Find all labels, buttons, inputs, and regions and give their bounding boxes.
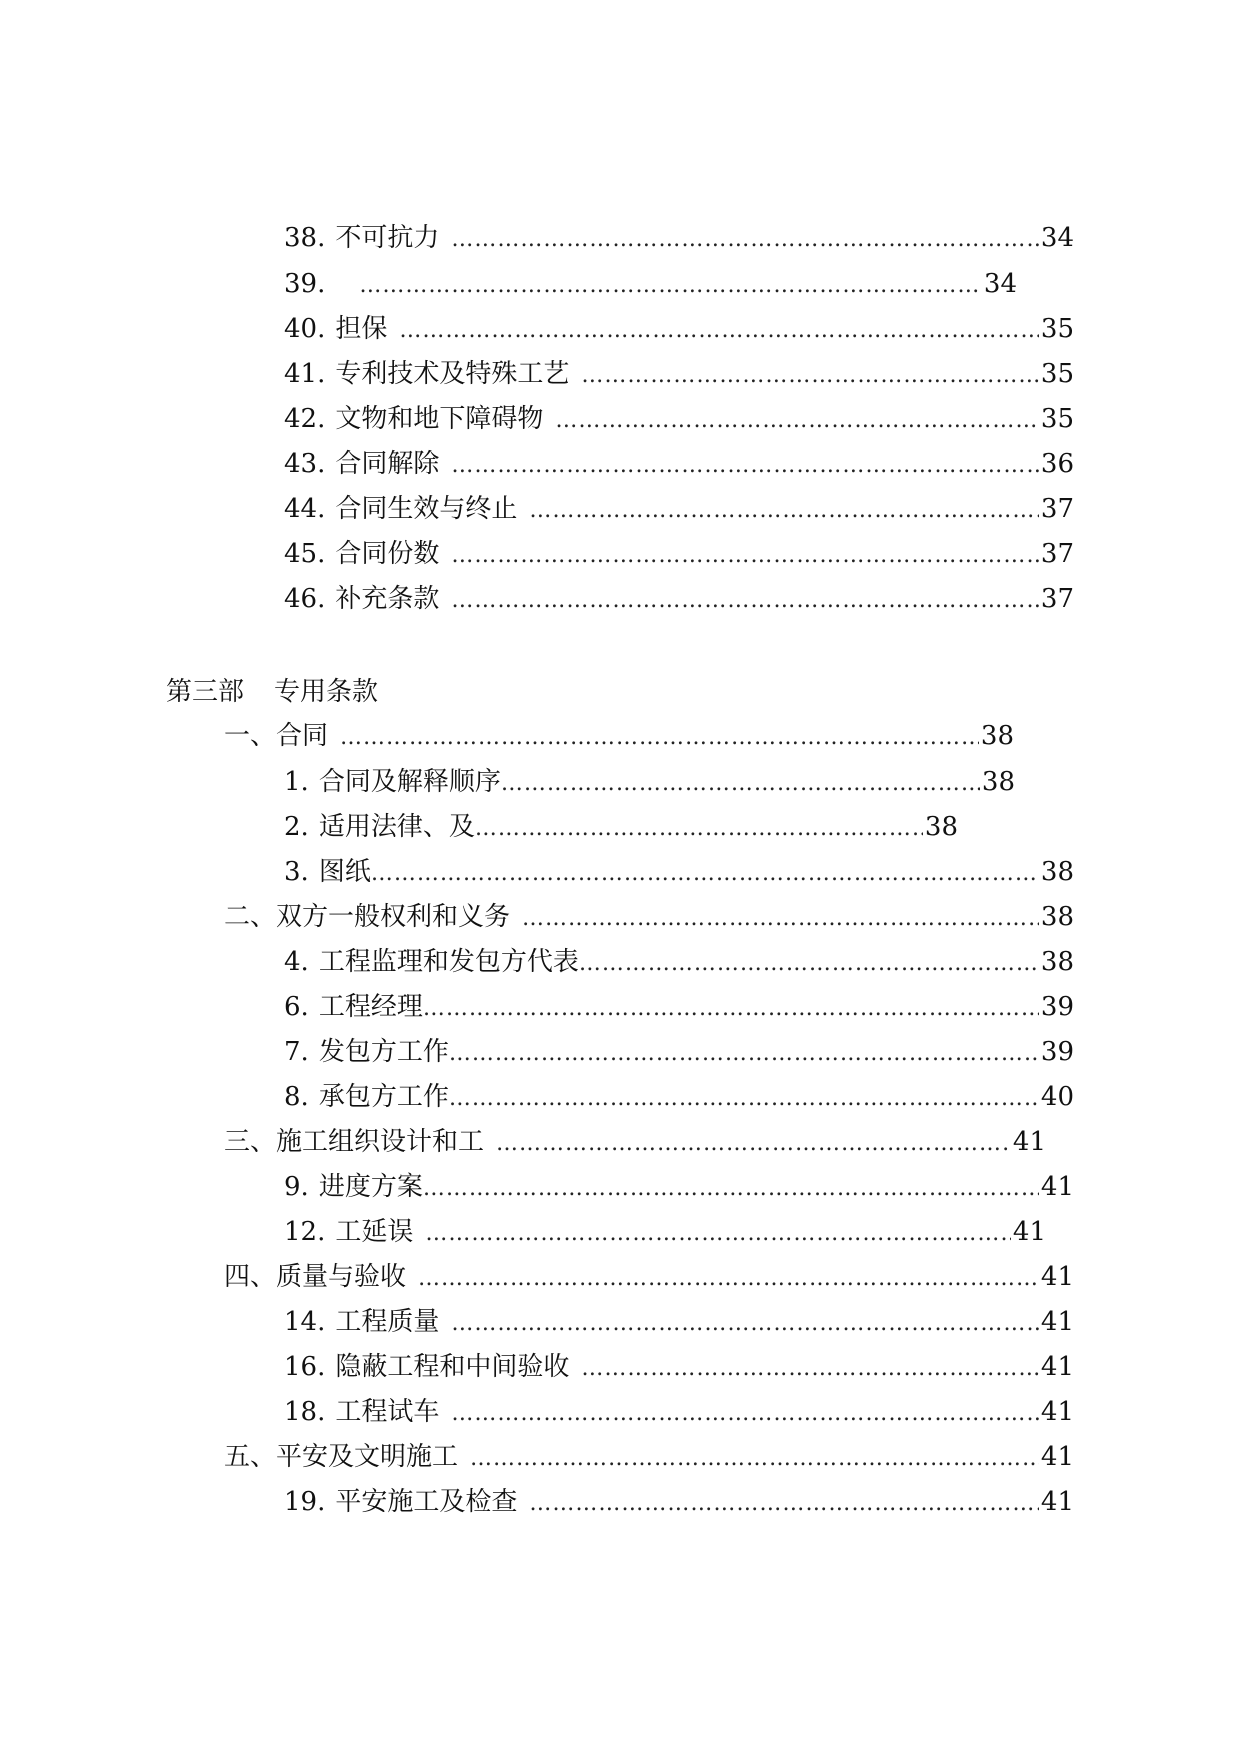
toc-entry-title: 平安施工及检查 (335, 1487, 518, 1517)
toc-entry-page: 38 (1040, 857, 1074, 887)
toc-section-five[interactable] (224, 1437, 1074, 1477)
toc-entry-number: 44. (284, 494, 326, 524)
toc-entry-page: 41 (1040, 1307, 1074, 1337)
toc-entry-number: 4. (284, 947, 309, 977)
toc-leader-dots (501, 764, 980, 804)
toc-leader-dots (449, 1079, 1039, 1119)
toc-entry-page: 41 (1012, 1217, 1046, 1247)
toc-entry-number: 6. (284, 992, 309, 1022)
toc-entry-number: 1. (284, 767, 309, 797)
toc-entry-number: 38. (284, 223, 326, 253)
toc-leader-dots (581, 356, 1039, 396)
toc-entry-page: 35 (1040, 404, 1074, 434)
toc-entry-12[interactable] (284, 1212, 1046, 1252)
toc-entry-page: 41 (1040, 1442, 1074, 1472)
toc-entry-page: 38 (981, 767, 1015, 797)
toc-entry-title: 合同解除 (335, 449, 440, 479)
toc-leader-dots (522, 899, 1039, 939)
toc-section-four[interactable] (224, 1257, 1074, 1297)
toc-entry-title: 图纸 (318, 857, 371, 887)
toc-entry-number: 8. (284, 1082, 309, 1112)
toc-entry-page: 39 (1040, 992, 1074, 1022)
toc-entry-44[interactable] (284, 489, 1074, 529)
toc-entry-page: 37 (1040, 584, 1074, 614)
toc-entry-page: 39 (1040, 1037, 1074, 1067)
toc-entry-14[interactable] (284, 1302, 1074, 1342)
toc-entry-43[interactable] (284, 444, 1074, 484)
toc-leader-dots (451, 1304, 1039, 1344)
toc-entry-number: 一、 (224, 721, 277, 751)
toc-entry-title: 合同及解释顺序 (318, 767, 501, 797)
toc-entry-title: 合同 (276, 721, 329, 751)
toc-leader-dots (470, 1439, 1039, 1479)
toc-entry-title: 合同份数 (335, 539, 440, 569)
toc-entry-number: 45. (284, 539, 326, 569)
toc-section-two[interactable] (224, 897, 1074, 937)
toc-entry-title: 补充条款 (335, 584, 440, 614)
toc-entry-title: 隐蔽工程和中间验收 (335, 1352, 570, 1382)
toc-entry-number: 16. (284, 1352, 326, 1382)
toc-leader-dots (451, 446, 1039, 486)
toc-leader-dots (340, 718, 979, 758)
toc-entry-1[interactable] (284, 762, 1015, 802)
part-three-heading (166, 672, 378, 712)
toc-entry-page: 38 (1040, 902, 1074, 932)
toc-entry-number: 9. (284, 1172, 309, 1202)
toc-entry-title: 施工组织设计和工 (276, 1127, 485, 1157)
toc-entry-title: 双方一般权利和义务 (276, 902, 511, 932)
toc-entry-page: 40 (1040, 1082, 1074, 1112)
toc-entry-page: 34 (1040, 223, 1074, 253)
toc-entry-number: 2. (284, 812, 309, 842)
toc-entry-page: 41 (1040, 1352, 1074, 1382)
toc-entry-title: 进度方案 (318, 1172, 423, 1202)
toc-entry-page: 41 (1040, 1487, 1074, 1517)
toc-leader-dots (579, 944, 1039, 984)
toc-entry-title: 文物和地下障碍物 (335, 404, 544, 434)
toc-entry-number: 三、 (224, 1127, 277, 1157)
toc-leader-dots (475, 809, 923, 849)
toc-entry-page: 35 (1040, 314, 1074, 344)
toc-entry-title: 合同生效与终止 (335, 494, 518, 524)
toc-leader-dots (496, 1124, 1011, 1164)
toc-entry-title: 适用法律、及 (318, 812, 475, 842)
toc-entry-46[interactable] (284, 579, 1074, 619)
toc-entry-number: 五、 (224, 1442, 277, 1472)
toc-entry-page: 41 (1040, 1262, 1074, 1292)
toc-entry-page: 36 (1040, 449, 1074, 479)
toc-leader-dots (423, 989, 1039, 1029)
toc-entry-number: 3. (284, 857, 309, 887)
toc-entry-16[interactable] (284, 1347, 1074, 1387)
toc-entry-38[interactable] (284, 218, 1074, 258)
toc-entry-title: 担保 (335, 314, 388, 344)
toc-entry-number: 39. (284, 269, 326, 299)
toc-entry-number: 46. (284, 584, 326, 614)
toc-entry-page: 35 (1040, 359, 1074, 389)
toc-leader-dots (359, 266, 982, 306)
toc-leader-dots (423, 1169, 1039, 1209)
toc-entry-number: 14. (284, 1307, 326, 1337)
toc-entry-title: 平安及文明施工 (276, 1442, 459, 1472)
toc-entry-page: 34 (983, 269, 1017, 299)
toc-entry-number: 43. (284, 449, 326, 479)
toc-entry-4[interactable] (284, 942, 1074, 982)
toc-leader-dots (399, 311, 1039, 351)
toc-entry-page: 38 (924, 812, 958, 842)
toc-leader-dots (418, 1259, 1039, 1299)
toc-leader-dots (449, 1034, 1039, 1074)
toc-entry-page: 38 (980, 721, 1014, 751)
toc-entry-39[interactable] (284, 264, 1017, 304)
toc-leader-dots (555, 401, 1039, 441)
toc-entry-42[interactable] (284, 399, 1074, 439)
toc-leader-dots (581, 1349, 1039, 1389)
toc-section-three[interactable] (224, 1122, 1046, 1162)
toc-entry-7[interactable] (284, 1032, 1074, 1072)
toc-entry-45[interactable] (284, 534, 1074, 574)
toc-entry-title: 工程经理 (318, 992, 423, 1022)
toc-leader-dots (451, 220, 1039, 260)
toc-leader-dots (451, 1394, 1039, 1434)
toc-entry-title: 承包方工作 (318, 1082, 449, 1112)
toc-entry-number: 40. (284, 314, 326, 344)
toc-entry-9[interactable] (284, 1167, 1074, 1207)
toc-entry-page: 41 (1040, 1172, 1074, 1202)
toc-entry-2[interactable] (284, 807, 958, 847)
toc-entry-title: 工程试车 (335, 1397, 440, 1427)
toc-leader-dots (451, 581, 1039, 621)
toc-entry-number: 7. (284, 1037, 309, 1067)
toc-entry-number: 19. (284, 1487, 326, 1517)
toc-entry-page: 38 (1040, 947, 1074, 977)
toc-leader-dots (371, 854, 1039, 894)
toc-entry-number: 41. (284, 359, 326, 389)
toc-entry-number: 42. (284, 404, 326, 434)
toc-leader-dots (451, 536, 1039, 576)
toc-entry-number: 12. (284, 1217, 326, 1247)
toc-entry-page: 41 (1040, 1397, 1074, 1427)
toc-leader-dots (529, 1484, 1039, 1524)
toc-entry-3[interactable] (284, 852, 1074, 892)
toc-entry-title: 工程质量 (335, 1307, 440, 1337)
toc-entry-41[interactable] (284, 354, 1074, 394)
toc-section-one[interactable] (224, 716, 1014, 756)
toc-leader-dots (425, 1214, 1011, 1254)
toc-entry-6[interactable] (284, 987, 1074, 1027)
toc-entry-number: 二、 (224, 902, 277, 932)
toc-entry-title: 发包方工作 (318, 1037, 449, 1067)
toc-entry-40[interactable] (284, 309, 1074, 349)
toc-entry-number: 18. (284, 1397, 326, 1427)
toc-entry-page: 41 (1012, 1127, 1046, 1157)
toc-entry-title: 专利技术及特殊工艺 (335, 359, 570, 389)
toc-entry-title: 工程监理和发包方代表 (318, 947, 579, 977)
part-label: 第三部 (166, 677, 245, 707)
toc-entry-title: 工延误 (335, 1217, 414, 1247)
toc-entry-number: 四、 (224, 1262, 277, 1292)
toc-leader-dots (529, 491, 1039, 531)
toc-entry-19[interactable] (284, 1482, 1074, 1522)
toc-entry-title: 不可抗力 (335, 223, 440, 253)
toc-entry-8[interactable] (284, 1077, 1074, 1117)
toc-entry-page: 37 (1040, 494, 1074, 524)
toc-entry-title: 质量与验收 (276, 1262, 407, 1292)
part-name: 专用条款 (274, 677, 379, 707)
toc-entry-18[interactable] (284, 1392, 1074, 1432)
toc-entry-page: 37 (1040, 539, 1074, 569)
